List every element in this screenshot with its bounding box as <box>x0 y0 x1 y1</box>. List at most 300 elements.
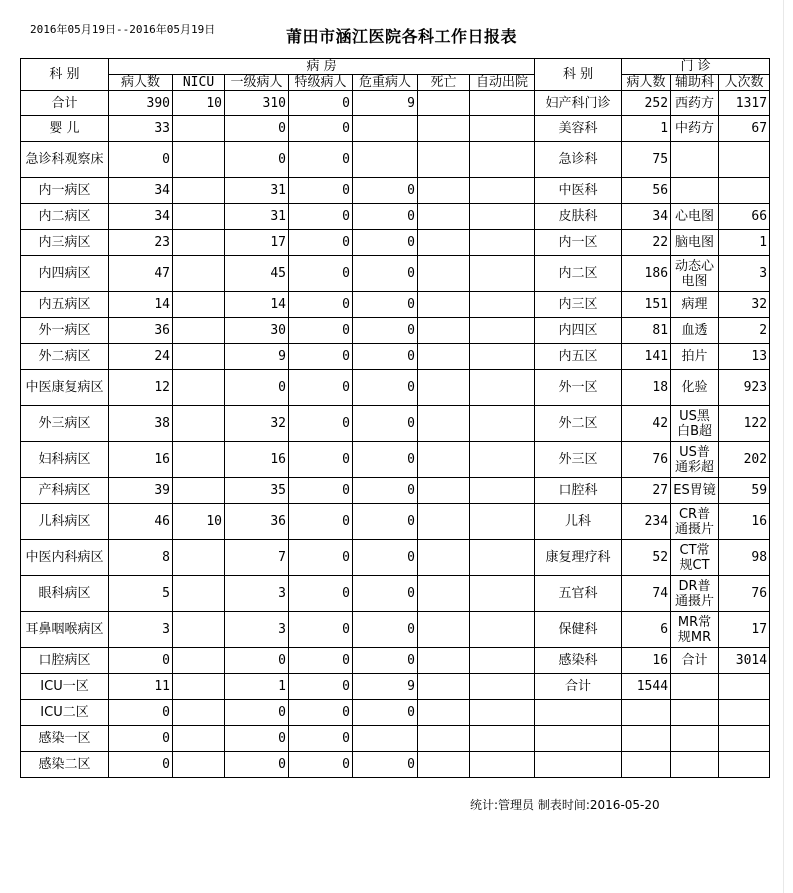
ward-special-cell: 0 <box>289 91 353 116</box>
ward-special-cell: 0 <box>289 442 353 478</box>
clinic-dept-cell <box>535 700 622 726</box>
ward-level1-cell: 30 <box>225 318 289 344</box>
ward-nicu-cell <box>173 406 225 442</box>
clinic-aux-cell: 病理 <box>671 292 719 318</box>
ward-critical-cell: 0 <box>353 406 418 442</box>
ward-level1-cell: 1 <box>225 674 289 700</box>
clinic-aux-cell <box>671 178 719 204</box>
ward-auto-discharge-cell <box>470 344 535 370</box>
clinic-patients-cell: 75 <box>622 142 671 178</box>
clinic-aux-cell <box>671 674 719 700</box>
clinic-visits-cell <box>719 142 770 178</box>
clinic-visits-cell: 923 <box>719 370 770 406</box>
ward-patients-cell: 38 <box>109 406 173 442</box>
clinic-visits-cell <box>719 700 770 726</box>
table-row <box>21 726 770 752</box>
ward-dept-cell: 感染一区 <box>21 726 109 752</box>
clinic-col-patients: 病人数 <box>622 75 671 91</box>
ward-special-cell: 0 <box>289 178 353 204</box>
ward-level1-cell: 0 <box>225 726 289 752</box>
ward-level1-cell: 310 <box>225 91 289 116</box>
ward-col-patients: 病人数 <box>109 75 173 91</box>
ward-dept-cell: 内一病区 <box>21 178 109 204</box>
ward-death-cell <box>418 204 470 230</box>
clinic-visits-cell: 3 <box>719 256 770 292</box>
clinic-dept-cell: 五官科 <box>535 576 622 612</box>
ward-patients-cell: 0 <box>109 726 173 752</box>
ward-col-special: 特级病人 <box>289 75 353 91</box>
ward-level1-cell: 0 <box>225 370 289 406</box>
ward-special-cell: 0 <box>289 612 353 648</box>
clinic-dept-cell: 口腔科 <box>535 478 622 504</box>
clinic-visits-cell: 59 <box>719 478 770 504</box>
ward-level1-cell: 0 <box>225 700 289 726</box>
clinic-visits-cell: 1 <box>719 230 770 256</box>
clinic-visits-cell: 66 <box>719 204 770 230</box>
clinic-patients-cell <box>622 752 671 778</box>
ward-dept-cell: 中医内科病区 <box>21 540 109 576</box>
ward-nicu-cell <box>173 292 225 318</box>
clinic-aux-cell: DR普通摄片 <box>671 576 719 612</box>
ward-dept-cell: 内五病区 <box>21 292 109 318</box>
ward-death-cell <box>418 318 470 344</box>
ward-dept-cell: 外三病区 <box>21 406 109 442</box>
table-row <box>21 442 770 478</box>
ward-auto-discharge-cell <box>470 406 535 442</box>
ward-nicu-cell <box>173 142 225 178</box>
clinic-visits-cell <box>719 674 770 700</box>
ward-auto-discharge-cell <box>470 204 535 230</box>
ward-critical-cell: 0 <box>353 752 418 778</box>
clinic-patients-cell: 1 <box>622 116 671 142</box>
table-row <box>21 178 770 204</box>
ward-special-cell: 0 <box>289 370 353 406</box>
ward-auto-discharge-cell <box>470 752 535 778</box>
ward-special-cell: 0 <box>289 292 353 318</box>
ward-critical-cell: 0 <box>353 204 418 230</box>
clinic-visits-cell: 202 <box>719 442 770 478</box>
ward-patients-cell: 3 <box>109 612 173 648</box>
clinic-dept-cell: 康复理疗科 <box>535 540 622 576</box>
clinic-aux-cell: 化验 <box>671 370 719 406</box>
ward-dept-cell: 外一病区 <box>21 318 109 344</box>
clinic-dept-cell: 保健科 <box>535 612 622 648</box>
clinic-patients-cell: 76 <box>622 442 671 478</box>
clinic-visits-cell: 1317 <box>719 91 770 116</box>
ward-dept-cell: 产科病区 <box>21 478 109 504</box>
ward-special-cell: 0 <box>289 478 353 504</box>
ward-patients-cell: 0 <box>109 752 173 778</box>
table-row <box>21 576 770 612</box>
ward-level1-cell: 31 <box>225 178 289 204</box>
ward-death-cell <box>418 674 470 700</box>
ward-special-cell: 0 <box>289 648 353 674</box>
clinic-aux-cell: 合计 <box>671 648 719 674</box>
ward-dept-cell: 中医康复病区 <box>21 370 109 406</box>
table-row <box>21 406 770 442</box>
clinic-dept-cell: 内五区 <box>535 344 622 370</box>
ward-critical-cell: 0 <box>353 442 418 478</box>
clinic-patients-cell: 141 <box>622 344 671 370</box>
clinic-aux-cell: 西药方 <box>671 91 719 116</box>
ward-death-cell <box>418 540 470 576</box>
ward-dept-cell: 内三病区 <box>21 230 109 256</box>
ward-nicu-cell <box>173 204 225 230</box>
ward-special-cell: 0 <box>289 344 353 370</box>
ward-patients-cell: 11 <box>109 674 173 700</box>
ward-auto-discharge-cell <box>470 576 535 612</box>
ward-group-label: 病 房 <box>306 59 337 74</box>
ward-special-cell: 0 <box>289 318 353 344</box>
ward-death-cell <box>418 576 470 612</box>
ward-critical-cell <box>353 726 418 752</box>
ward-dept-cell: 耳鼻咽喉病区 <box>21 612 109 648</box>
ward-level1-cell: 14 <box>225 292 289 318</box>
ward-col-critical: 危重病人 <box>353 75 418 91</box>
clinic-dept-header: 科 别 <box>535 59 622 91</box>
ward-level1-cell: 9 <box>225 344 289 370</box>
ward-patients-cell: 33 <box>109 116 173 142</box>
clinic-col-visits: 人次数 <box>719 75 770 91</box>
ward-critical-cell: 0 <box>353 478 418 504</box>
clinic-aux-cell: 动态心电图 <box>671 256 719 292</box>
report-title <box>0 24 793 47</box>
ward-dept-cell: 内二病区 <box>21 204 109 230</box>
clinic-visits-cell: 122 <box>719 406 770 442</box>
ward-nicu-cell <box>173 612 225 648</box>
ward-patients-cell: 0 <box>109 142 173 178</box>
ward-patients-cell: 24 <box>109 344 173 370</box>
clinic-visits-cell: 76 <box>719 576 770 612</box>
ward-death-cell <box>418 406 470 442</box>
ward-auto-discharge-cell <box>470 370 535 406</box>
table-row <box>21 370 770 406</box>
ward-nicu-cell: 10 <box>173 91 225 116</box>
ward-dept-cell: 急诊科观察床 <box>21 142 109 178</box>
ward-level1-cell: 31 <box>225 204 289 230</box>
clinic-patients-cell <box>622 726 671 752</box>
ward-critical-cell: 0 <box>353 318 418 344</box>
clinic-visits-cell: 67 <box>719 116 770 142</box>
clinic-dept-cell: 儿科 <box>535 504 622 540</box>
clinic-patients-cell: 1544 <box>622 674 671 700</box>
ward-patients-cell: 390 <box>109 91 173 116</box>
ward-patients-cell: 5 <box>109 576 173 612</box>
ward-level1-cell: 0 <box>225 142 289 178</box>
clinic-patients-cell: 234 <box>622 504 671 540</box>
ward-critical-cell: 0 <box>353 370 418 406</box>
clinic-patients-cell: 42 <box>622 406 671 442</box>
ward-col-auto-discharge: 自动出院 <box>470 75 535 91</box>
table-row <box>21 540 770 576</box>
ward-dept-cell: 儿科病区 <box>21 504 109 540</box>
ward-critical-cell: 0 <box>353 292 418 318</box>
clinic-visits-cell: 98 <box>719 540 770 576</box>
table-row <box>21 648 770 674</box>
ward-dept-cell: 内四病区 <box>21 256 109 292</box>
ward-critical-cell: 0 <box>353 230 418 256</box>
clinic-aux-cell: 中药方 <box>671 116 719 142</box>
ward-col-level1: 一级病人 <box>225 75 289 91</box>
ward-dept-cell: 口腔病区 <box>21 648 109 674</box>
ward-death-cell <box>418 752 470 778</box>
table-row <box>21 318 770 344</box>
clinic-col-aux: 辅助科 <box>671 75 719 91</box>
table-row <box>21 752 770 778</box>
clinic-dept-cell: 美容科 <box>535 116 622 142</box>
table-row <box>21 256 770 292</box>
ward-nicu-cell <box>173 576 225 612</box>
clinic-dept-cell: 妇产科门诊 <box>535 91 622 116</box>
ward-special-cell: 0 <box>289 116 353 142</box>
ward-death-cell <box>418 370 470 406</box>
clinic-patients-cell: 186 <box>622 256 671 292</box>
ward-col-death: 死亡 <box>418 75 470 91</box>
ward-death-cell <box>418 700 470 726</box>
clinic-aux-cell: US普通彩超 <box>671 442 719 478</box>
clinic-patients-cell: 6 <box>622 612 671 648</box>
table-row <box>21 142 770 178</box>
ward-critical-cell: 0 <box>353 612 418 648</box>
ward-nicu-cell <box>173 700 225 726</box>
ward-auto-discharge-cell <box>470 612 535 648</box>
ward-nicu-cell <box>173 116 225 142</box>
ward-level1-cell: 0 <box>225 752 289 778</box>
clinic-dept-cell: 合计 <box>535 674 622 700</box>
ward-nicu-cell <box>173 344 225 370</box>
ward-special-cell: 0 <box>289 540 353 576</box>
ward-patients-cell: 39 <box>109 478 173 504</box>
clinic-dept-cell: 内四区 <box>535 318 622 344</box>
ward-critical-cell: 9 <box>353 91 418 116</box>
ward-special-cell: 0 <box>289 700 353 726</box>
ward-critical-cell: 0 <box>353 256 418 292</box>
ward-dept-cell: 外二病区 <box>21 344 109 370</box>
ward-level1-cell: 0 <box>225 648 289 674</box>
ward-nicu-cell <box>173 726 225 752</box>
ward-critical-cell: 9 <box>353 674 418 700</box>
ward-col-nicu: NICU <box>173 75 225 91</box>
ward-patients-cell: 8 <box>109 540 173 576</box>
ward-auto-discharge-cell <box>470 504 535 540</box>
ward-auto-discharge-cell <box>470 442 535 478</box>
table-row <box>21 612 770 648</box>
ward-death-cell <box>418 256 470 292</box>
ward-critical-cell: 0 <box>353 700 418 726</box>
ward-special-cell: 0 <box>289 504 353 540</box>
ward-critical-cell: 0 <box>353 504 418 540</box>
ward-auto-discharge-cell <box>470 700 535 726</box>
table-row <box>21 230 770 256</box>
clinic-visits-cell: 32 <box>719 292 770 318</box>
clinic-dept-cell: 内一区 <box>535 230 622 256</box>
clinic-aux-cell: 拍片 <box>671 344 719 370</box>
ward-auto-discharge-cell <box>470 178 535 204</box>
ward-auto-discharge-cell <box>470 142 535 178</box>
ward-auto-discharge-cell <box>470 648 535 674</box>
ward-nicu-cell <box>173 442 225 478</box>
ward-patients-cell: 0 <box>109 700 173 726</box>
clinic-patients-cell: 56 <box>622 178 671 204</box>
ward-auto-discharge-cell <box>470 256 535 292</box>
ward-auto-discharge-cell <box>470 540 535 576</box>
ward-special-cell: 0 <box>289 142 353 178</box>
ward-death-cell <box>418 478 470 504</box>
ward-patients-cell: 34 <box>109 204 173 230</box>
clinic-aux-cell <box>671 142 719 178</box>
ward-level1-cell: 32 <box>225 406 289 442</box>
ward-level1-cell: 7 <box>225 540 289 576</box>
clinic-dept-cell: 感染科 <box>535 648 622 674</box>
ward-special-cell: 0 <box>289 406 353 442</box>
ward-death-cell <box>418 91 470 116</box>
clinic-dept-cell: 内三区 <box>535 292 622 318</box>
ward-auto-discharge-cell <box>470 91 535 116</box>
report-footer: 统计:管理员 制表时间:2016-05-20 <box>470 798 660 812</box>
ward-death-cell <box>418 504 470 540</box>
ward-dept-cell: 感染二区 <box>21 752 109 778</box>
clinic-dept-cell <box>535 752 622 778</box>
ward-patients-cell: 46 <box>109 504 173 540</box>
report-title-text: 莆田市涵江医院各科工作日报表 <box>285 27 517 46</box>
table-row <box>21 674 770 700</box>
table-row <box>21 292 770 318</box>
ward-nicu-cell: 10 <box>173 504 225 540</box>
clinic-visits-cell: 13 <box>719 344 770 370</box>
ward-dept-cell: ICU一区 <box>21 674 109 700</box>
ward-group-header <box>109 59 535 75</box>
clinic-visits-cell <box>719 726 770 752</box>
clinic-patients-cell: 52 <box>622 540 671 576</box>
ward-auto-discharge-cell <box>470 230 535 256</box>
clinic-aux-cell: MR常规MR <box>671 612 719 648</box>
ward-critical-cell: 0 <box>353 540 418 576</box>
ward-nicu-cell <box>173 478 225 504</box>
clinic-patients-cell: 18 <box>622 370 671 406</box>
ward-patients-cell: 16 <box>109 442 173 478</box>
ward-level1-cell: 17 <box>225 230 289 256</box>
clinic-patients-cell: 34 <box>622 204 671 230</box>
table-row <box>21 344 770 370</box>
ward-dept-cell: 妇科病区 <box>21 442 109 478</box>
ward-nicu-cell <box>173 540 225 576</box>
ward-critical-cell: 0 <box>353 648 418 674</box>
table-row <box>21 204 770 230</box>
ward-level1-cell: 45 <box>225 256 289 292</box>
table-row <box>21 116 770 142</box>
ward-level1-cell: 3 <box>225 576 289 612</box>
ward-dept-cell: 眼科病区 <box>21 576 109 612</box>
clinic-aux-cell <box>671 700 719 726</box>
clinic-patients-cell: 252 <box>622 91 671 116</box>
ward-special-cell: 0 <box>289 752 353 778</box>
ward-nicu-cell <box>173 648 225 674</box>
ward-special-cell: 0 <box>289 674 353 700</box>
ward-critical-cell: 0 <box>353 344 418 370</box>
clinic-dept-cell: 外一区 <box>535 370 622 406</box>
ward-dept-header: 科 别 <box>21 59 109 91</box>
clinic-aux-cell: CR普通摄片 <box>671 504 719 540</box>
ward-auto-discharge-cell <box>470 478 535 504</box>
clinic-patients-cell: 22 <box>622 230 671 256</box>
clinic-aux-cell: ES胃镜 <box>671 478 719 504</box>
clinic-aux-cell <box>671 752 719 778</box>
ward-auto-discharge-cell <box>470 116 535 142</box>
ward-death-cell <box>418 142 470 178</box>
clinic-patients-cell: 16 <box>622 648 671 674</box>
clinic-visits-cell <box>719 178 770 204</box>
clinic-patients-cell: 81 <box>622 318 671 344</box>
ward-special-cell: 0 <box>289 230 353 256</box>
ward-death-cell <box>418 612 470 648</box>
clinic-aux-cell: 脑电图 <box>671 230 719 256</box>
ward-special-cell: 0 <box>289 726 353 752</box>
ward-patients-cell: 12 <box>109 370 173 406</box>
daily-report-table <box>20 58 770 778</box>
ward-dept-cell: ICU二区 <box>21 700 109 726</box>
ward-nicu-cell <box>173 752 225 778</box>
ward-death-cell <box>418 344 470 370</box>
ward-nicu-cell <box>173 230 225 256</box>
clinic-aux-cell: 血透 <box>671 318 719 344</box>
ward-nicu-cell <box>173 674 225 700</box>
clinic-visits-cell: 16 <box>719 504 770 540</box>
clinic-visits-cell: 2 <box>719 318 770 344</box>
ward-auto-discharge-cell <box>470 726 535 752</box>
clinic-group-label: 门 诊 <box>680 59 711 74</box>
clinic-aux-cell: US黑白B超 <box>671 406 719 442</box>
ward-dept-cell: 合计 <box>21 91 109 116</box>
ward-death-cell <box>418 726 470 752</box>
table-row <box>21 700 770 726</box>
ward-patients-cell: 14 <box>109 292 173 318</box>
clinic-group-header <box>622 59 770 75</box>
ward-patients-cell: 36 <box>109 318 173 344</box>
clinic-dept-cell: 外三区 <box>535 442 622 478</box>
ward-nicu-cell <box>173 318 225 344</box>
clinic-dept-cell: 中医科 <box>535 178 622 204</box>
table-row <box>21 504 770 540</box>
ward-auto-discharge-cell <box>470 674 535 700</box>
clinic-dept-cell: 内二区 <box>535 256 622 292</box>
clinic-dept-cell <box>535 726 622 752</box>
clinic-dept-cell: 皮肤科 <box>535 204 622 230</box>
clinic-patients-cell: 27 <box>622 478 671 504</box>
ward-patients-cell: 34 <box>109 178 173 204</box>
ward-death-cell <box>418 292 470 318</box>
ward-critical-cell: 0 <box>353 178 418 204</box>
ward-special-cell: 0 <box>289 204 353 230</box>
ward-level1-cell: 36 <box>225 504 289 540</box>
ward-death-cell <box>418 648 470 674</box>
ward-patients-cell: 47 <box>109 256 173 292</box>
clinic-patients-cell <box>622 700 671 726</box>
clinic-visits-cell: 3014 <box>719 648 770 674</box>
clinic-patients-cell: 151 <box>622 292 671 318</box>
ward-level1-cell: 35 <box>225 478 289 504</box>
report-date-range: 2016年05月19日--2016年05月19日 <box>30 23 216 36</box>
table-row <box>21 478 770 504</box>
header-row-2 <box>21 75 770 91</box>
clinic-patients-cell: 74 <box>622 576 671 612</box>
clinic-aux-cell <box>671 726 719 752</box>
ward-critical-cell <box>353 116 418 142</box>
clinic-dept-cell: 急诊科 <box>535 142 622 178</box>
header-row-1 <box>21 59 770 75</box>
ward-death-cell <box>418 178 470 204</box>
ward-auto-discharge-cell <box>470 292 535 318</box>
table-row <box>21 91 770 116</box>
